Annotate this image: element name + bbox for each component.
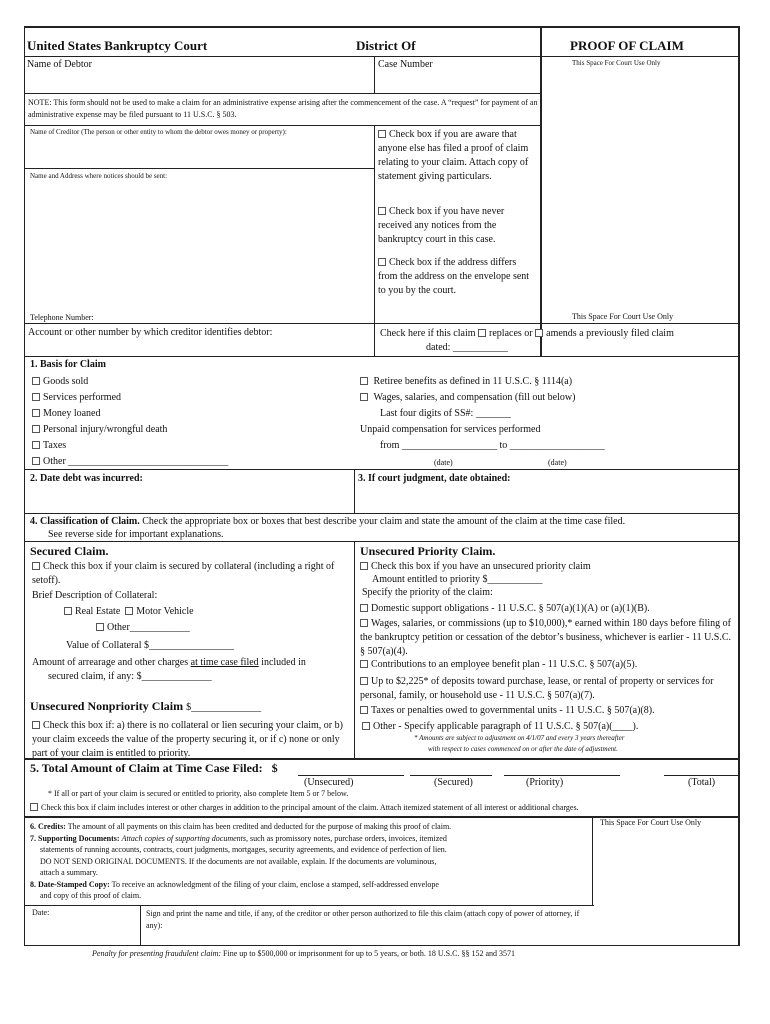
checkbox-icon (32, 457, 40, 465)
basis-right-list (360, 374, 605, 454)
basis-goods-sold[interactable]: Goods sold (32, 374, 228, 390)
replaces-checkbox[interactable] (478, 329, 486, 337)
creditor-name-label: Name of Creditor (The person or other entity to whom the debtor owes money or property): (30, 128, 287, 136)
basis-other[interactable]: Other ________________________________ (32, 454, 228, 470)
checkbox-icon[interactable] (378, 130, 386, 138)
penalty-line: Penalty for presenting fraudulent claim: Fine up to $500,000 or imprisonment for up to 5 years, or both. 18 U.S.C. §§ 152 and 3571 (92, 949, 515, 958)
court-judgment-label: 3. If court judgment, date obtained: (358, 473, 511, 484)
checkbox-icon (360, 660, 368, 668)
priority-wages-checkbox[interactable]: Wages, salaries, or commissions (up to $10,000),* earned within 180 days before filing of the bankruptcy petition or cessation of the debtor’s business, whichever is earlier - 11 U.S.C. § 507(a)(4). (360, 618, 732, 657)
priority-other-checkbox[interactable]: Other - Specify applicable paragraph of 11 U.S.C. § 507(a)(____). (362, 721, 638, 734)
checkbox-icon (32, 721, 40, 729)
aware-checkbox[interactable]: Check box if you are aware that anyone else has filed a proof of claim relating to your claim. Attach copy of statement giving particulars. (378, 129, 529, 182)
checkbox-icon (360, 619, 368, 627)
see-reverse-note: See reverse side for important explanations. (48, 529, 224, 540)
collateral-other-checkbox[interactable]: Other____________ (96, 622, 190, 635)
date-caption: (date) (434, 458, 453, 467)
checkbox-icon (32, 377, 40, 385)
date-caption: (date) (548, 458, 567, 467)
account-number-label: Account or other number by which creditor identifies debtor: (28, 327, 273, 338)
signature-label: Sign and print the name and title, if any, of the creditor or other person authorized to file this claim (attach copy of power of attorney, if any): (146, 909, 580, 930)
ssn-field[interactable]: Last four digits of SS#: _______ (380, 408, 511, 419)
collateral-value-field[interactable]: Value of Collateral $_________________ (66, 640, 235, 651)
adjustment-note: * Amounts are subject to adjustment on 4/1/07 and every 3 years thereafter (414, 734, 625, 742)
total-caption: (Total) (688, 777, 716, 788)
priority-specify-label: Specify the priority of the claim: (362, 587, 493, 598)
adjustment-note: with respect to cases commenced on or after the date of adjustment. (428, 745, 618, 753)
secured-caption: (Secured) (434, 777, 473, 788)
arrearage-field[interactable]: secured claim, if any: $______________ (48, 671, 212, 682)
priority-amount-field[interactable]: Amount entitled to priority $___________ (372, 574, 543, 585)
total-note: * If all or part of your claim is secured or entitled to priority, also complete Item 5 or 7 below. (48, 789, 349, 798)
basis-title: 1. Basis for Claim (30, 359, 106, 370)
instructions-block: 6. Credits: The amount of all payments on this claim has been credited and deducted for the purpose of making this proof of claim. 7. Supporting Documents: Attach copies of supporting documents, such as promissory notes, purchase orders, invoices, itemized statements of running accounts, contracts, court judgments, mortgages, security agreements, and evidence of perfection of lien. DO NOT SEND ORIGINAL DOCUMENTS. If the documents are not available, explain. If the documents are voluminous, attach a summary. 8. Date-Stamped Copy: To receive an acknowledgment of the filing of your claim, enclose a stamped, self-addressed envelope and copy of this proof of claim. (30, 822, 452, 900)
checkbox-icon (30, 803, 38, 811)
case-number-label: Case Number (378, 59, 433, 70)
basis-retiree[interactable]: Retiree benefits as defined in 11 U.S.C. § 1114(a) (360, 374, 605, 390)
checkbox-icon (32, 441, 40, 449)
court-name: United States Bankruptcy Court (27, 38, 208, 53)
collateral-type-row: Real Estate Motor Vehicle (64, 606, 194, 619)
nonpriority-checkbox[interactable]: Check this box if: a) there is no collateral or lien securing your claim, or b) your claim exceeds the value of the property securing it, or if c) none or only part of your claim is entitled to priority. (32, 720, 343, 759)
nonpriority-heading: Unsecured Nonpriority Claim $______________ (30, 699, 262, 713)
total-amount-heading: 5. Total Amount of Claim at Time Case Filed: $ (30, 761, 278, 775)
priority-taxes-checkbox[interactable]: Taxes or penalties owed to governmental units - 11 U.S.C. § 507(a)(8). (360, 705, 655, 718)
checkbox-icon (360, 377, 368, 385)
motor-vehicle-checkbox[interactable] (125, 607, 133, 615)
district-label: District Of (356, 38, 416, 53)
collateral-description-label: Brief Description of Collateral: (32, 590, 158, 601)
unpaid-comp-label: Unpaid compensation for services performed (360, 424, 541, 435)
name-of-debtor-label: Name of Debtor (27, 59, 92, 70)
dated-field[interactable]: dated: ___________ (426, 342, 508, 353)
real-estate-checkbox[interactable] (64, 607, 72, 615)
date-debt-label: 2. Date debt was incurred: (30, 473, 143, 484)
basis-services[interactable]: Services performed (32, 390, 228, 406)
checkbox-icon[interactable] (378, 258, 386, 266)
address-label: Name and Address where notices should be sent: (30, 172, 168, 180)
checkbox-icon[interactable] (378, 207, 386, 215)
checkbox-icon (96, 623, 104, 631)
priority-contributions-checkbox[interactable]: Contributions to an employee benefit plan - 11 U.S.C. § 507(a)(5). (360, 659, 637, 672)
classification-heading: 4. Classification of Claim. Check the appropriate box or boxes that best describe your claim and state the amount of the claim at the time case filed. (30, 516, 626, 527)
priority-deposits-checkbox[interactable]: Up to $2,225* of deposits toward purchase, lease, or rental of property or services for personal, family, or household use - 11 U.S.C. § 507(a)(7). (360, 676, 714, 701)
secured-checkbox[interactable]: Check this box if your claim is secured by collateral (including a right of setoff). (32, 561, 335, 586)
never-notices-checkbox[interactable]: Check box if you have never received any notices from the bankruptcy court in this case. (378, 206, 505, 245)
amends-checkbox[interactable] (535, 329, 543, 337)
signature-date-label: Date: (32, 908, 50, 917)
priority-title: Unsecured Priority Claim. (360, 544, 496, 558)
checkbox-icon (360, 604, 368, 612)
interest-checkbox[interactable]: Check this box if claim includes interest or other charges in addition to the principal amount of the claim. Attach itemized statement of all interest or additional charges. (30, 803, 579, 813)
arrearage-label: Amount of arrearage and other charges at time case filed included in (32, 657, 306, 668)
checkbox-icon (360, 706, 368, 714)
checkbox-icon (32, 562, 40, 570)
court-use-label: This Space For Court Use Only (600, 818, 702, 827)
nonpriority-amount-field[interactable]: $______________ (186, 702, 262, 713)
basis-personal-injury[interactable]: Personal injury/wrongful death (32, 422, 228, 438)
checkbox-icon (360, 393, 368, 401)
basis-left-list (32, 374, 228, 470)
checkbox-icon (362, 722, 370, 730)
form-title: PROOF OF CLAIM (570, 38, 684, 53)
checkbox-icon (360, 677, 368, 685)
from-to-field[interactable]: from ___________________ to ___________________ (380, 440, 605, 451)
replaces-amends-row: Check here if this claim replaces or amends a previously filed claim (380, 328, 674, 339)
note-text: NOTE: This form should not be used to make a claim for an administrative expense arising after the commencement of the case. A “request” for payment of an administrative expense may be filed pursuant to 11 U.S.C. § 503. (28, 98, 538, 119)
telephone-label: Telephone Number: (30, 313, 94, 322)
checkbox-icon (32, 425, 40, 433)
priority-domestic-checkbox[interactable]: Domestic support obligations - 11 U.S.C. § 507(a)(1)(A) or (a)(1)(B). (360, 603, 650, 616)
checkbox-icon (32, 393, 40, 401)
court-use-label: This Space For Court Use Only (572, 312, 674, 321)
secured-title: Secured Claim. (30, 544, 109, 558)
basis-taxes[interactable]: Taxes (32, 438, 228, 454)
unsecured-caption: (Unsecured) (304, 777, 354, 788)
basis-money-loaned[interactable]: Money loaned (32, 406, 228, 422)
priority-caption: (Priority) (526, 777, 564, 788)
priority-checkbox[interactable]: Check this box if you have an unsecured priority claim (360, 561, 591, 574)
basis-wages[interactable]: Wages, salaries, and compensation (fill out below) (360, 390, 605, 406)
address-differs-checkbox[interactable]: Check box if the address differs from the address on the envelope sent to you by the court. (378, 257, 530, 296)
checkbox-icon (360, 562, 368, 570)
checkbox-icon (32, 409, 40, 417)
court-use-label: This Space For Court Use Only (572, 59, 661, 67)
